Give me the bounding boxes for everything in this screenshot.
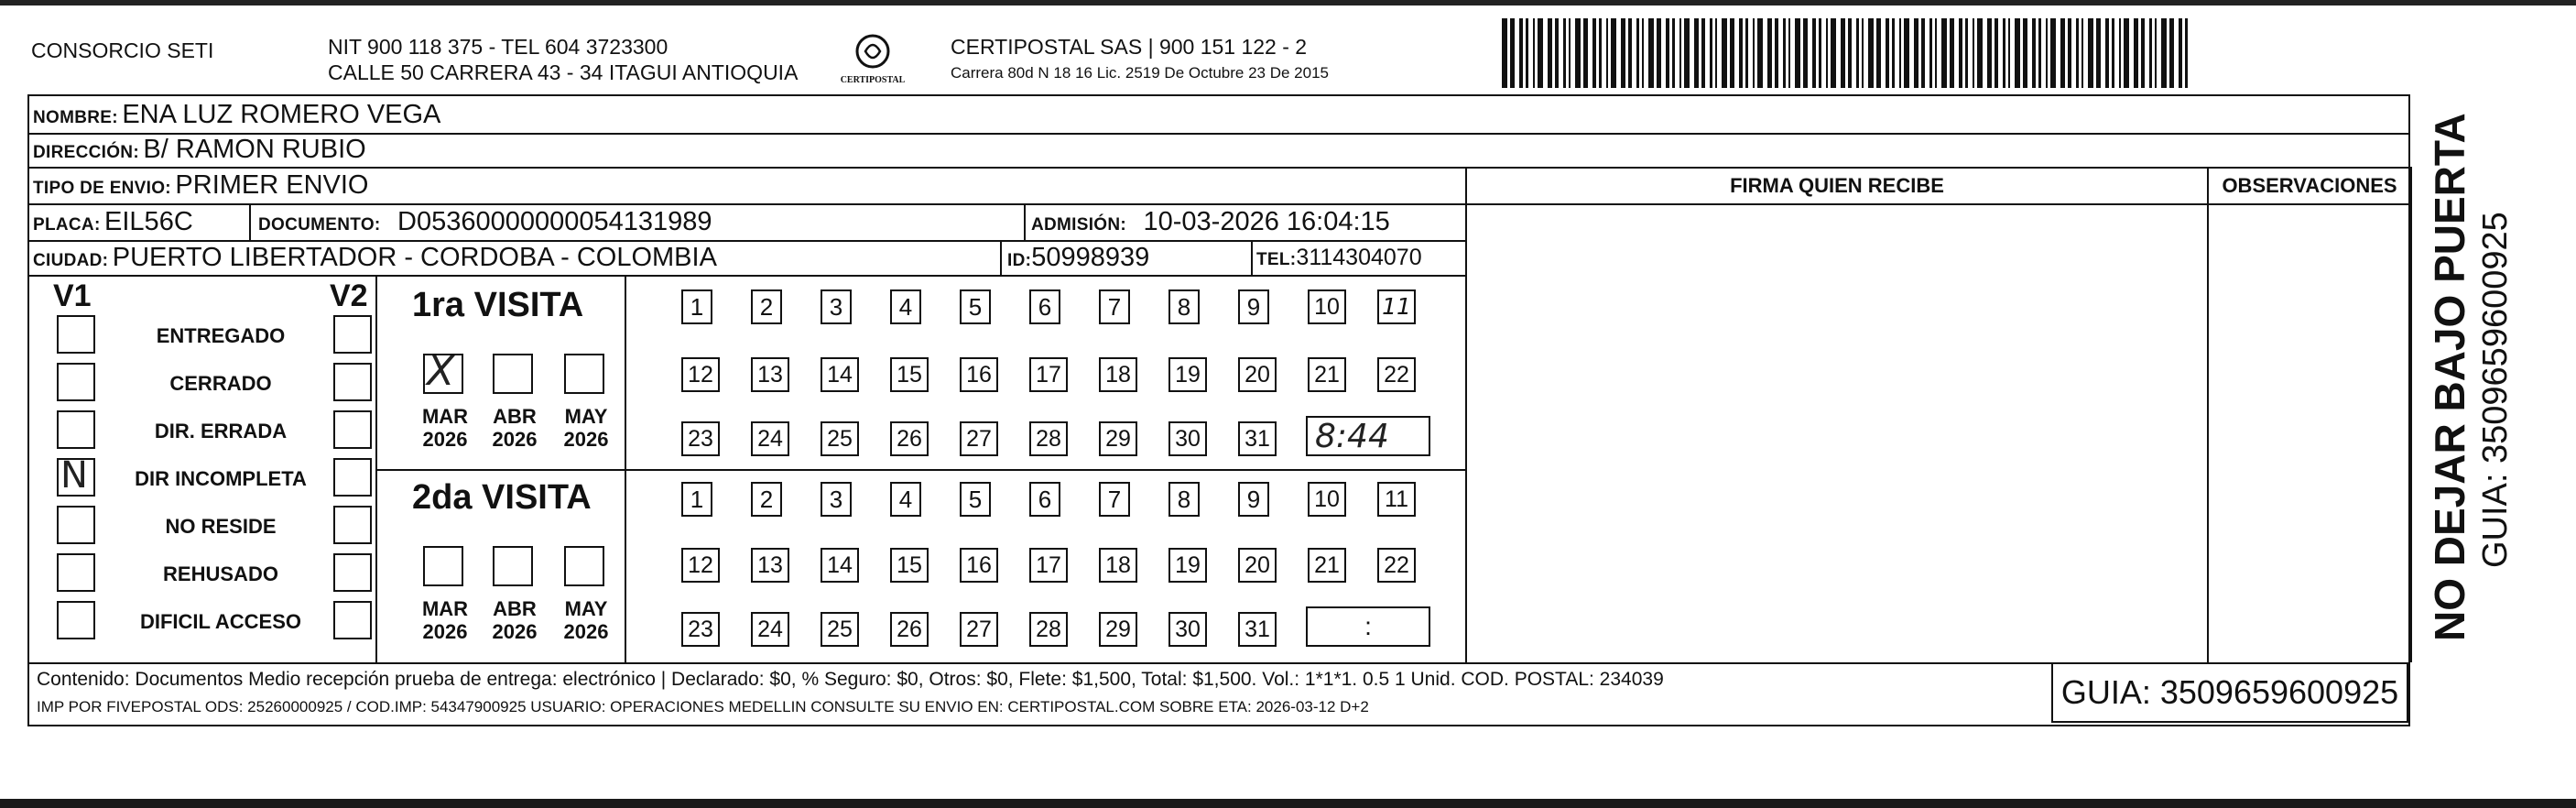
row-divider — [375, 469, 1465, 471]
barcode-bar — [1775, 18, 1778, 88]
barcode-bar — [2068, 18, 2071, 88]
no-dejar-warning: NO DEJAR BAJO PUERTA — [2426, 113, 2473, 641]
nit-line: NIT 900 118 375 - TEL 604 3723300 — [328, 35, 668, 59]
direccion-value: B/ RAMON RUBIO — [143, 135, 366, 164]
barcode-bar — [1941, 18, 1947, 88]
barcode-bar — [1803, 18, 1808, 88]
barcode-bar — [2032, 18, 2036, 88]
day-box[interactable]: 3 — [821, 289, 852, 324]
col-divider — [1024, 203, 1026, 240]
barcode-bar — [1722, 18, 1727, 88]
tel-label: TEL: — [1256, 250, 1297, 269]
tipo-label: TIPO DE ENVIO: — [33, 179, 171, 198]
barcode-bar — [1701, 18, 1705, 88]
day-box[interactable]: 27 — [960, 612, 998, 647]
barcode-bar — [2119, 18, 2121, 88]
v1-header: V1 — [53, 278, 92, 313]
day-box[interactable]: 27 — [960, 421, 998, 456]
tipo-value: PRIMER ENVIO — [175, 170, 369, 200]
day-box[interactable]: 7 — [1099, 482, 1130, 517]
v2-header: V2 — [330, 278, 368, 313]
placa-label: PLACA: — [33, 215, 101, 235]
license-line: Carrera 80d N 18 16 Lic. 2519 De Octubre 23 De 2015 — [951, 64, 1329, 82]
tel-row — [1256, 242, 1422, 277]
barcode-bar — [2185, 18, 2188, 88]
day-box[interactable]: 25 — [821, 421, 859, 456]
barcode-bar — [2112, 18, 2114, 88]
barcode-bar — [1636, 18, 1639, 88]
barcode-bar — [2050, 18, 2056, 88]
day-box[interactable]: 28 — [1029, 421, 1068, 456]
barcode-bar — [2105, 18, 2109, 88]
barcode-bar — [1745, 18, 1748, 88]
barcode-bar — [1994, 18, 1998, 88]
v1-checkbox[interactable] — [57, 410, 95, 449]
barcode-bar — [1592, 18, 1596, 88]
id-value: 50998939 — [1031, 243, 1150, 272]
day-box[interactable]: 29 — [1099, 612, 1137, 647]
day-box[interactable]: 28 — [1029, 612, 1068, 647]
day-box[interactable]: 31 — [1238, 612, 1277, 647]
barcode-bar — [2038, 18, 2041, 88]
day-box[interactable]: 30 — [1168, 612, 1207, 647]
month-label: MAY 2026 — [563, 597, 609, 643]
nombre-value: ENA LUZ ROMERO VEGA — [122, 100, 441, 129]
day-box[interactable]: 11 — [1377, 482, 1416, 517]
nombre-row — [33, 99, 440, 135]
logo-text: CERTIPOSTAL — [841, 75, 905, 85]
day-box[interactable]: 19 — [1168, 357, 1207, 392]
day-box[interactable]: 8 — [1168, 289, 1200, 324]
handwritten-time: 8:44 — [1315, 418, 1389, 455]
tel-value: 3114304070 — [1296, 245, 1422, 270]
ciudad-label: CIUDAD: — [33, 251, 109, 270]
barcode-bar — [1819, 18, 1821, 88]
day-box[interactable]: 25 — [821, 612, 859, 647]
barcode-bar — [2179, 18, 2182, 88]
month-checkbox[interactable] — [493, 354, 533, 394]
day-box[interactable]: 23 — [681, 612, 720, 647]
documento-value: D05360000000054131989 — [397, 207, 712, 236]
barcode-bar — [1575, 18, 1581, 88]
barcode-bar — [1519, 18, 1523, 88]
barcode — [1502, 18, 2193, 88]
day-box[interactable]: 19 — [1168, 548, 1207, 583]
barcode-bar — [1599, 18, 1602, 88]
row-divider — [27, 203, 2410, 205]
month-label: MAR 2026 — [421, 405, 469, 451]
barcode-bar — [1831, 18, 1836, 88]
barcode-bar — [2076, 18, 2079, 88]
address-line: CALLE 50 CARRERA 43 - 34 ITAGUI ANTIOQUIA — [328, 60, 799, 84]
barcode-bar — [1868, 18, 1874, 88]
day-box[interactable]: 12 — [681, 357, 720, 392]
admision-value: 10-03-2026 16:04:15 — [1143, 207, 1390, 236]
barcode-bar — [1710, 18, 1712, 88]
barcode-bar — [1583, 18, 1588, 88]
barcode-bar — [1679, 18, 1681, 88]
day-box[interactable]: 18 — [1099, 548, 1137, 583]
id-label: ID: — [1007, 251, 1032, 270]
documento-row — [258, 206, 712, 242]
barcode-bar — [1935, 18, 1937, 88]
handwritten-check: N — [60, 454, 88, 497]
day-box[interactable]: 11 — [1377, 289, 1416, 324]
time-box-second[interactable] — [1306, 606, 1430, 647]
day-box[interactable]: 5 — [960, 482, 991, 517]
barcode-bar — [2008, 18, 2010, 88]
day-box[interactable]: 12 — [681, 548, 720, 583]
day-box[interactable]: 14 — [821, 357, 859, 392]
day-box[interactable]: 29 — [1099, 421, 1137, 456]
day-box[interactable]: 2 — [751, 289, 782, 324]
barcode-bar — [1767, 18, 1772, 88]
barcode-bar — [1563, 18, 1566, 88]
month-checkbox[interactable] — [423, 546, 463, 586]
day-box[interactable]: 17 — [1029, 548, 1068, 583]
day-box[interactable]: 31 — [1238, 421, 1277, 456]
v1-checkbox[interactable] — [57, 553, 95, 592]
bottom-border — [0, 799, 2576, 808]
day-box[interactable]: 30 — [1168, 421, 1207, 456]
day-box[interactable]: 4 — [890, 289, 921, 324]
day-box[interactable]: 1 — [681, 482, 712, 517]
documento-label: DOCUMENTO: — [258, 215, 381, 235]
barcode-bar — [2134, 18, 2138, 88]
barcode-bar — [1648, 18, 1654, 88]
second-visit-title: 2da VISITA — [412, 478, 592, 517]
barcode-bar — [1502, 18, 1507, 88]
status-label: ENTREGADO — [156, 324, 286, 347]
barcode-bar — [1606, 18, 1608, 88]
status-label: DIR. ERRADA — [154, 420, 288, 442]
barcode-bar — [2155, 18, 2157, 88]
print-info: IMP POR FIVEPOSTAL ODS: 25260000925 / COD.IMP: 54347900925 USUARIO: OPERACIONES MEDELLIN CONSULTE SU ENVIO EN: CERTIPOSTAL.COM SOBRE ETA: 2026-03-12 D+2 — [37, 698, 1369, 715]
barcode-bar — [1753, 18, 1755, 88]
company-name: CONSORCIO SETI — [31, 38, 214, 62]
barcode-bar — [1611, 18, 1616, 88]
day-box[interactable]: 24 — [751, 612, 789, 647]
day-box[interactable]: 14 — [821, 548, 859, 583]
month-checkbox[interactable] — [493, 546, 533, 586]
barcode-bar — [2088, 18, 2093, 88]
row-divider — [27, 167, 2410, 169]
day-box[interactable]: 1 — [681, 289, 712, 324]
barcode-bar — [2124, 18, 2129, 88]
barcode-bar — [1715, 18, 1717, 88]
col-divider — [1000, 240, 1002, 275]
day-box[interactable]: 3 — [821, 482, 852, 517]
barcode-bar — [1914, 18, 1918, 88]
barcode-bar — [1876, 18, 1881, 88]
v2-checkbox[interactable] — [333, 410, 372, 449]
barcode-bar — [2096, 18, 2101, 88]
barcode-bar — [2169, 18, 2174, 88]
barcode-bar — [1642, 18, 1644, 88]
direccion-label: DIRECCIÓN: — [33, 143, 139, 162]
day-box[interactable]: 23 — [681, 421, 720, 456]
barcode-bar — [1730, 18, 1734, 88]
barcode-bar — [1959, 18, 1962, 88]
day-box[interactable]: 16 — [960, 357, 998, 392]
v2-checkbox[interactable] — [333, 601, 372, 639]
nombre-label: NOMBRE: — [33, 108, 118, 127]
v2-checkbox[interactable] — [333, 315, 372, 354]
day-box[interactable]: 2 — [751, 482, 782, 517]
barcode-bar — [2161, 18, 2167, 88]
col-divider — [249, 203, 251, 240]
barcode-bar — [1977, 18, 1983, 88]
day-box[interactable]: 10 — [1308, 482, 1346, 517]
barcode-bar — [1739, 18, 1743, 88]
barcode-bar — [1569, 18, 1571, 88]
barcode-bar — [1628, 18, 1632, 88]
day-box[interactable]: 4 — [890, 482, 921, 517]
time-placeholder: : — [1364, 612, 1372, 640]
status-label: CERRADO — [169, 372, 272, 395]
barcode-bar — [1812, 18, 1816, 88]
day-box[interactable]: 9 — [1238, 482, 1269, 517]
placa-value: EIL56C — [104, 207, 193, 236]
v1-checkbox[interactable] — [57, 315, 95, 354]
day-box[interactable]: 24 — [751, 421, 789, 456]
day-box[interactable]: 5 — [960, 289, 991, 324]
barcode-bar — [1538, 18, 1543, 88]
month-label: MAY 2026 — [563, 405, 609, 451]
barcode-bar — [1621, 18, 1625, 88]
side-guia: GUIA: 3509659600925 — [2476, 212, 2515, 568]
month-label: ABR 2026 — [492, 405, 538, 451]
col-divider — [2207, 167, 2209, 662]
month-checkbox[interactable] — [564, 354, 604, 394]
col-divider — [1251, 240, 1253, 275]
barcode-bar — [1899, 18, 1901, 88]
barcode-bar — [1862, 18, 1864, 88]
barcode-bar — [1757, 18, 1763, 88]
admision-row — [1031, 206, 1390, 242]
barcode-bar — [2046, 18, 2048, 88]
barcode-bar — [1848, 18, 1852, 88]
barcode-bar — [2003, 18, 2005, 88]
barcode-bar — [1987, 18, 1992, 88]
v1-checkbox[interactable] — [57, 454, 95, 497]
day-box[interactable]: 16 — [960, 548, 998, 583]
certipostal-logo — [841, 31, 905, 88]
v2-checkbox[interactable] — [333, 506, 372, 544]
certipostal-line: CERTIPOSTAL SAS | 900 151 122 - 2 — [951, 35, 1308, 59]
barcode-bar — [1533, 18, 1535, 88]
day-box[interactable]: 26 — [890, 612, 929, 647]
handwritten-month-mark: X — [427, 348, 455, 395]
barcode-bar — [1841, 18, 1845, 88]
status-label: DIFICIL ACCESO — [139, 610, 301, 633]
guia-box: GUIA: 3509659600925 — [2051, 662, 2408, 723]
barcode-bar — [1921, 18, 1925, 88]
day-box[interactable]: 15 — [890, 548, 929, 583]
barcode-bar — [1672, 18, 1675, 88]
day-box[interactable]: 6 — [1029, 289, 1060, 324]
ciudad-row — [33, 242, 717, 278]
content-summary: Contenido: Documentos Medio recepción prueba de entrega: electrónico | Declarado: $0, % Seguro: $0, Otros: $0, Flete: $1,500, Total: $1,500. Vol.: 1*1*1. 0.5 1 Unid. COD. POSTAL: 234039 — [37, 669, 1664, 690]
first-visit-title: 1ra VISITA — [412, 286, 584, 324]
barcode-bar — [2081, 18, 2083, 88]
placa-row — [33, 206, 193, 242]
day-box[interactable]: 20 — [1238, 357, 1277, 392]
barcode-bar — [2015, 18, 2020, 88]
month-checkbox[interactable] — [423, 348, 463, 395]
top-border — [0, 0, 2576, 5]
status-label: REHUSADO — [163, 562, 278, 585]
v1-checkbox[interactable] — [57, 601, 95, 639]
day-box[interactable]: 20 — [1238, 548, 1277, 583]
day-box[interactable]: 21 — [1308, 548, 1346, 583]
day-box[interactable]: 6 — [1029, 482, 1060, 517]
barcode-bar — [1856, 18, 1859, 88]
day-box[interactable]: 22 — [1377, 548, 1416, 583]
day-box[interactable]: 15 — [890, 357, 929, 392]
col-divider — [1465, 167, 1467, 662]
v2-checkbox[interactable] — [333, 458, 372, 497]
barcode-bar — [1657, 18, 1661, 88]
day-box[interactable]: 7 — [1099, 289, 1130, 324]
ciudad-value: PUERTO LIBERTADOR - CORDOBA - COLOMBIA — [112, 243, 717, 272]
barcode-bar — [1526, 18, 1528, 88]
col-divider — [2410, 167, 2412, 662]
v1-checkbox[interactable] — [57, 506, 95, 544]
month-checkbox[interactable] — [564, 546, 604, 586]
barcode-bar — [2023, 18, 2027, 88]
barcode-bar — [1929, 18, 1932, 88]
barcode-bar — [1510, 18, 1515, 88]
barcode-bar — [1788, 18, 1790, 88]
month-label: MAR 2026 — [421, 597, 469, 643]
admision-label: ADMISIÓN: — [1031, 215, 1127, 235]
col-divider — [625, 275, 626, 662]
barcode-bar — [1684, 18, 1690, 88]
barcode-bar — [2141, 18, 2145, 88]
barcode-bar — [1904, 18, 1909, 88]
barcode-bar — [1795, 18, 1800, 88]
direccion-row — [33, 134, 366, 169]
firma-header: FIRMA QUIEN RECIBE — [1730, 174, 1944, 197]
day-box[interactable]: 22 — [1377, 357, 1416, 392]
day-box[interactable]: 13 — [751, 548, 789, 583]
day-box[interactable]: 21 — [1308, 357, 1346, 392]
barcode-bar — [1666, 18, 1669, 88]
day-box[interactable]: 17 — [1029, 357, 1068, 392]
col-divider — [375, 275, 377, 662]
tipo-row — [33, 169, 369, 205]
barcode-bar — [1555, 18, 1559, 88]
day-box[interactable]: 18 — [1099, 357, 1137, 392]
day-box[interactable]: 9 — [1238, 289, 1269, 324]
observaciones-header: OBSERVACIONES — [2222, 174, 2397, 197]
time-box-first[interactable] — [1306, 416, 1430, 456]
status-label: NO RESIDE — [165, 515, 277, 538]
barcode-bar — [2060, 18, 2065, 88]
v1-checkbox[interactable] — [57, 363, 95, 401]
day-box[interactable]: 26 — [890, 421, 929, 456]
barcode-bar — [1548, 18, 1552, 88]
barcode-bar — [1950, 18, 1954, 88]
status-label: DIR INCOMPLETA — [135, 467, 307, 490]
v2-checkbox[interactable] — [333, 363, 372, 401]
barcode-bar — [1886, 18, 1889, 88]
month-label: ABR 2026 — [492, 597, 538, 643]
barcode-bar — [1965, 18, 1968, 88]
barcode-bar — [1973, 18, 1974, 88]
day-box[interactable]: 8 — [1168, 482, 1200, 517]
barcode-bar — [1783, 18, 1786, 88]
day-box[interactable]: 13 — [751, 357, 789, 392]
id-row — [1007, 242, 1149, 278]
day-box[interactable]: 10 — [1308, 289, 1346, 324]
barcode-bar — [1892, 18, 1895, 88]
barcode-bar — [1826, 18, 1828, 88]
v2-checkbox[interactable] — [333, 553, 372, 592]
barcode-bar — [1694, 18, 1699, 88]
barcode-bar — [2149, 18, 2152, 88]
